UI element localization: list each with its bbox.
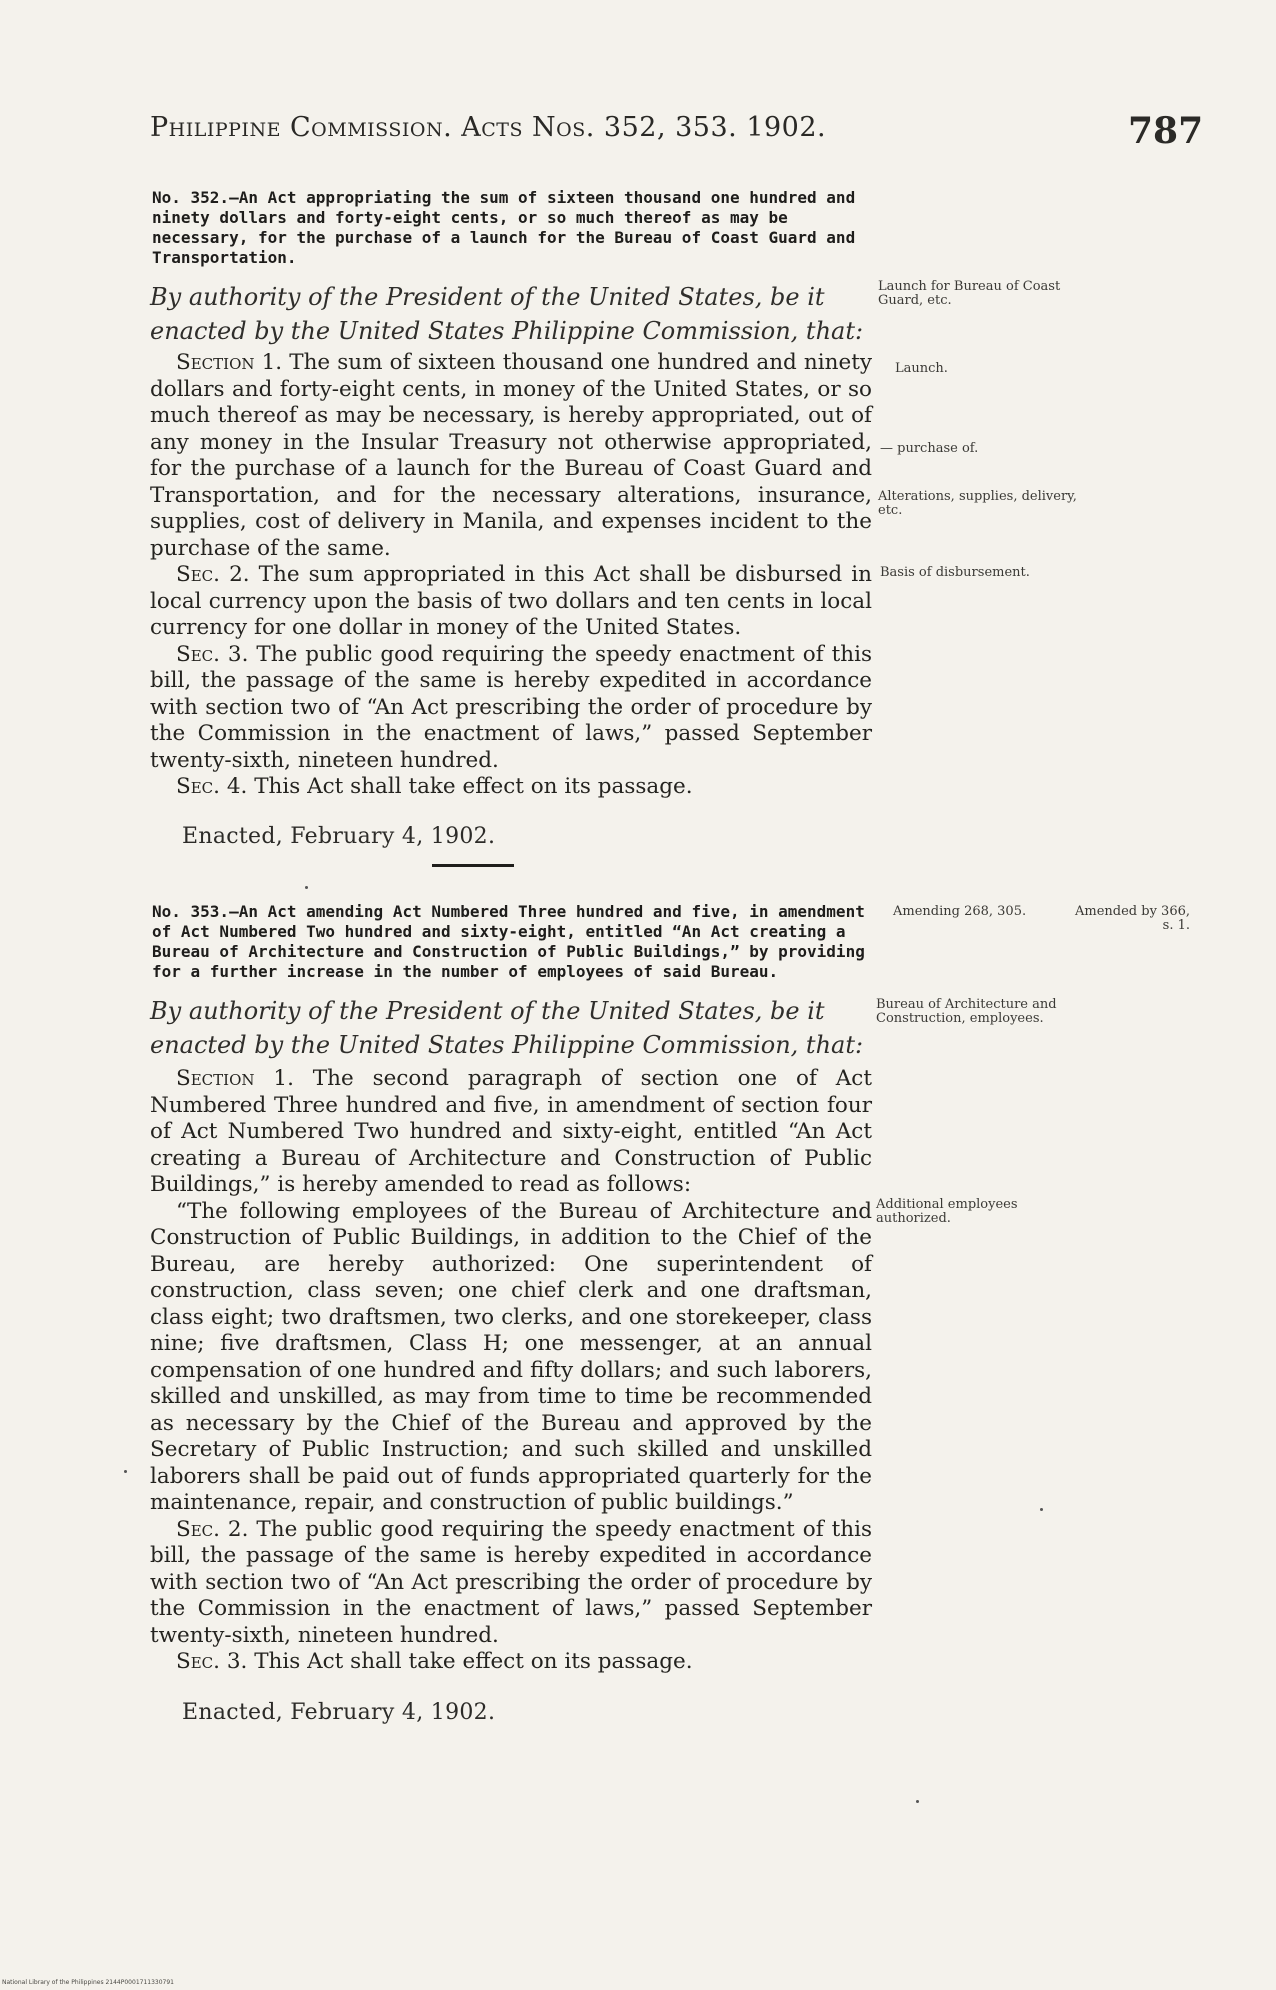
running-title: Philippine Commission. Acts Nos. 352, 353. 1902. [150,112,827,143]
quoted-text: “The following employees of the Bureau of Architecture and Construction of Public Buildings, in addition to the Chief of the Bureau, are hereby authorized: One superintendent of construction, class seven; one chief clerk and one draftsman, class eight; two draftsmen, two clerks, and one storekeeper, class nine; five draftsmen, Class H; one messenger, at an annual compensation of one hundred and fifty dollars; and such laborers, skilled and unskilled, as may from time to time be recommended as necessary by the Chief of the Bureau and approved by the Secretary of Public Instruction; and such skilled and unskilled laborers shall be paid out of funds appropriated quarterly for the maintenance, repair, and construction of public buildings.” [150,1198,872,1515]
section-label: Sec. 4. [176,774,248,799]
margin-note-launch: Launch. [895,361,948,376]
margin-note-bureau-employees: Bureau of Architecture and Construction, employees. [876,997,1057,1026]
act-352-enacted: Enacted, February 4, 1902. [182,824,496,849]
section-text: The sum appropriated in this Act shall be disbursed in local currency upon the basis of two dollars and ten cents in local currency for one dollar in money of the United States. [150,562,872,640]
scan-credit: National Library of the Philippines 2144P0001711330791 [2,1979,174,1986]
section-text: This Act shall take effect on its passage. [254,1649,693,1674]
act-353-section-3 [150,1649,872,1676]
section-label: Sec. 3. [176,641,249,667]
act-353-section-2 [150,1517,872,1650]
margin-note-launch-bureau: Launch for Bureau of Coast Guard, etc. [878,279,1061,308]
margin-note-alterations: Alterations, supplies, delivery, etc. [878,489,1077,518]
margin-note-amended-by: Amended by 366, s. 1. [1075,904,1190,933]
act-353-title: No. 353.—An Act amending Act Numbered Three hundred and five, in amendment of Act Numbered Two hundred and sixty-eight, entitled “An Act creating a Bureau of Architecture and Construction of Public Buildings,” by providing for a further increase in the number of employees of said Bureau. [152,902,865,981]
act-353-section-1 [150,1066,872,1199]
act-352-authority-text: By authority of the President of the United States, be it enacted by the United States Philippine Commission, that: [150,283,864,345]
margin-note-basis: Basis of disbursement. [880,565,1030,580]
section-text: The second paragraph of section one of Act Numbered Three hundred and five, in amendment of section four of Act Numbered Two hundred and sixty-eight, entitled “An Act creating a Bureau of Architecture and Construction of Public Buildings,” is hereby amended to read as follows: [150,1066,872,1197]
act-353-body [150,1066,872,1676]
margin-note-amending: Amending 268, 305. [893,904,1027,919]
act-352-body [150,350,872,801]
page-number: 787 [1128,110,1204,152]
section-label: Section 1. [176,1066,294,1091]
act-353-enacted: Enacted, February 4, 1902. [182,1700,496,1725]
act-separator-rule [432,864,514,867]
act-352-section-2 [150,562,872,642]
margin-note-purchase: — purchase of. [880,441,979,456]
section-text: The sum of sixteen thousand one hundred and ninety dollars and forty-eight cents, in money of the United States, or so much thereof as may be necessary, is hereby appropriated, out of any money in the Insular Treasury not otherwise appropriated, for the purchase of a launch for the Bureau of Coast Guard and Transportation, and for the necessary alterations, insurance, supplies, cost of delivery in Manila, and expenses incident to the purchase of the same. [150,350,872,561]
section-label: Sec. 2. [176,562,250,587]
ink-speck [124,1470,127,1473]
act-352-title: No. 352.—An Act appropriating the sum of sixteen thousand one hundred and ninety dollars and forty-eight cents, or so much thereof as may be necessary, for the purchase of a launch for the Bureau of Coast Guard and Transportation. [152,188,856,267]
act-353-authority-text: By authority of the President of the United States, be it enacted by the United States Philippine Commission, that: [150,997,864,1059]
act-352-section-1 [150,350,872,562]
ink-speck [305,886,308,889]
act-353-authority [150,994,872,1062]
section-label: Sec. 2. [176,1516,249,1542]
section-label: Sec. 3. [176,1649,248,1674]
section-text: The public good requiring the speedy enactment of this bill, the passage of the same is hereby expedited in accordance with section two of “An Act prescribing the order of procedure by the Commission in the enactment of laws,” passed September twenty-sixth, nineteen hundred. [150,641,873,773]
act-353-quoted-paragraph [150,1199,872,1517]
ink-speck [916,1800,919,1803]
section-text: The public good requiring the speedy enactment of this bill, the passage of the same is hereby expedited in accordance with section two of “An Act prescribing the order of procedure by the Commission in the enactment of laws,” passed September twenty-sixth, nineteen hundred. [150,1516,873,1648]
margin-note-additional: Additional employees authorized. [876,1197,1018,1226]
section-label: Section 1. [176,350,283,375]
section-text: This Act shall take effect on its passage. [254,774,693,799]
ink-speck [1040,1508,1043,1511]
act-352-authority [150,280,872,348]
act-352-section-4 [150,774,872,801]
act-352-section-3 [150,642,872,775]
